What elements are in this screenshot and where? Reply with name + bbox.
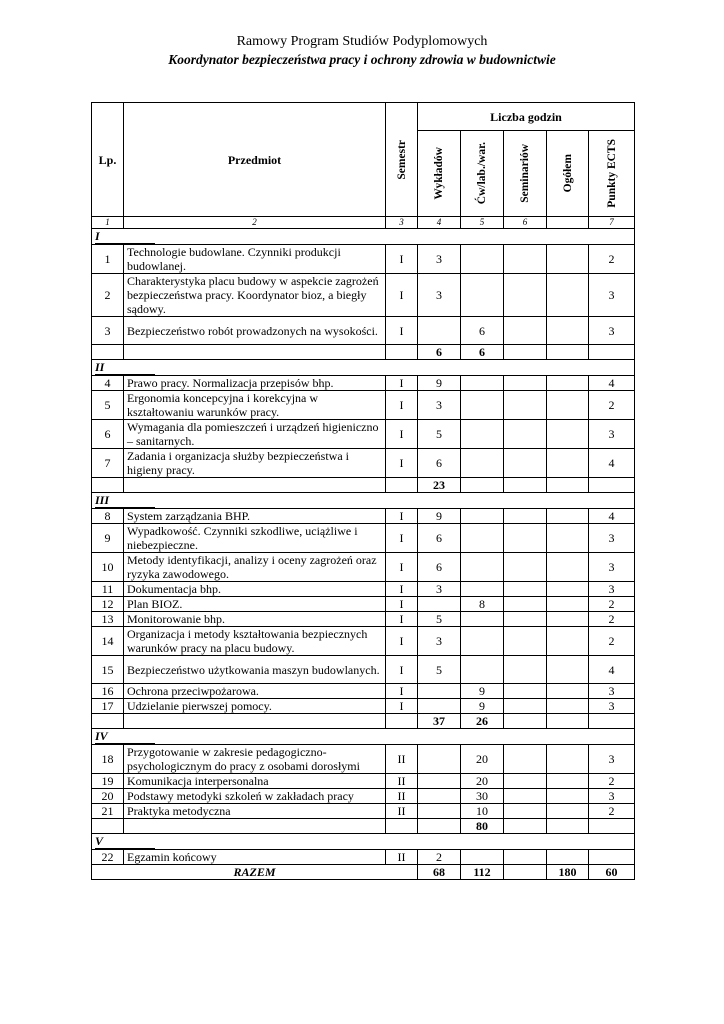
subtotal-blank: [386, 819, 418, 834]
row-total: [547, 524, 589, 553]
row-total: [547, 745, 589, 774]
row-seminars: [504, 391, 547, 420]
row-exercises: 9: [461, 684, 504, 699]
table-row: [92, 597, 635, 612]
row-total: [547, 699, 589, 714]
row-ects: 2: [589, 804, 635, 819]
row-subject: Zadania i organizacja służby bezpieczeństwa i higieny pracy.: [124, 449, 386, 478]
row-exercises: [461, 245, 504, 274]
row-lp: 8: [92, 509, 124, 524]
subtotal-blank: [504, 714, 547, 729]
row-exercises: 8: [461, 597, 504, 612]
row-ects: 2: [589, 597, 635, 612]
section-row: [92, 834, 635, 850]
row-exercises: [461, 627, 504, 656]
row-seminars: [504, 804, 547, 819]
row-subject: Komunikacja interpersonalna: [124, 774, 386, 789]
row-lectures: [418, 804, 461, 819]
section-row: [92, 729, 635, 745]
total-label: RAZEM: [92, 865, 418, 880]
row-exercises: 6: [461, 317, 504, 345]
row-lp: 2: [92, 274, 124, 317]
row-lectures: 3: [418, 582, 461, 597]
table-row: [92, 789, 635, 804]
table-row: [92, 317, 635, 345]
row-lp: 10: [92, 553, 124, 582]
row-semester: II: [386, 804, 418, 819]
subtotal-blank: [386, 345, 418, 360]
row-total: [547, 656, 589, 684]
subtotal-blank: [547, 478, 589, 493]
row-exercises: [461, 420, 504, 449]
row-subject: Udzielanie pierwszej pomocy.: [124, 699, 386, 714]
row-ects: 2: [589, 391, 635, 420]
row-exercises: [461, 656, 504, 684]
table-row: [92, 684, 635, 699]
total-row: [92, 865, 635, 880]
row-lectures: [418, 774, 461, 789]
row-lectures: [418, 789, 461, 804]
table-row: [92, 699, 635, 714]
total-total: 180: [547, 865, 589, 880]
column-number: 1: [92, 217, 124, 229]
row-lectures: 3: [418, 627, 461, 656]
row-seminars: [504, 553, 547, 582]
row-exercises: [461, 524, 504, 553]
row-total: [547, 850, 589, 865]
row-ects: 4: [589, 376, 635, 391]
row-seminars: [504, 597, 547, 612]
row-lp: 1: [92, 245, 124, 274]
row-total: [547, 553, 589, 582]
column-number: 6: [504, 217, 547, 229]
subtotal-blank: [504, 345, 547, 360]
row-exercises: 20: [461, 774, 504, 789]
row-ects: 4: [589, 656, 635, 684]
row-total: [547, 509, 589, 524]
row-lectures: 6: [418, 449, 461, 478]
row-lp: 21: [92, 804, 124, 819]
row-subject: Metody identyfikacji, analizy i oceny zagrożeń oraz ryzyka zawodowego.: [124, 553, 386, 582]
row-lectures: 2: [418, 850, 461, 865]
row-lectures: 3: [418, 245, 461, 274]
header-hours-group: Liczba godzin: [418, 103, 635, 131]
page-subtitle: Koordynator bezpieczeństwa pracy i ochrony zdrowia w budownictwie: [168, 52, 556, 67]
subtotal-blank: [124, 819, 386, 834]
row-total: [547, 597, 589, 612]
subtotal-exercises: [461, 478, 504, 493]
total-seminars: [504, 865, 547, 880]
row-seminars: [504, 376, 547, 391]
subtotal-row: [92, 478, 635, 493]
subtotal-blank: [589, 345, 635, 360]
table-row: [92, 553, 635, 582]
row-lp: 19: [92, 774, 124, 789]
row-semester: I: [386, 524, 418, 553]
row-lectures: 6: [418, 524, 461, 553]
row-total: [547, 612, 589, 627]
row-seminars: [504, 699, 547, 714]
row-lp: 13: [92, 612, 124, 627]
subtotal-lectures: 23: [418, 478, 461, 493]
row-semester: I: [386, 612, 418, 627]
row-ects: 3: [589, 274, 635, 317]
section-row: [92, 229, 635, 245]
row-lp: 11: [92, 582, 124, 597]
row-subject: Egzamin końcowy: [124, 850, 386, 865]
row-seminars: [504, 612, 547, 627]
row-lectures: [418, 317, 461, 345]
row-lp: 16: [92, 684, 124, 699]
subtotal-blank: [589, 478, 635, 493]
subtotal-blank: [124, 478, 386, 493]
row-lectures: 9: [418, 376, 461, 391]
row-ects: 3: [589, 789, 635, 804]
row-total: [547, 582, 589, 597]
table-row: [92, 582, 635, 597]
subtotal-blank: [589, 714, 635, 729]
table-row: [92, 449, 635, 478]
section-label: II: [95, 360, 155, 375]
row-seminars: [504, 582, 547, 597]
row-total: [547, 376, 589, 391]
row-total: [547, 684, 589, 699]
row-seminars: [504, 317, 547, 345]
row-semester: II: [386, 745, 418, 774]
subtotal-blank: [547, 819, 589, 834]
row-semester: I: [386, 509, 418, 524]
row-subject: Podstawy metodyki szkoleń w zakładach pracy: [124, 789, 386, 804]
row-total: [547, 789, 589, 804]
subtotal-blank: [92, 478, 124, 493]
row-ects: 2: [589, 774, 635, 789]
subtotal-exercises: 80: [461, 819, 504, 834]
subtotal-blank: [504, 819, 547, 834]
row-subject: Bezpieczeństwo robót prowadzonych na wysokości.: [124, 317, 386, 345]
row-lp: 6: [92, 420, 124, 449]
section-row: [92, 360, 635, 376]
row-seminars: [504, 774, 547, 789]
row-subject: Wypadkowość. Czynniki szkodliwe, uciążliwe i niebezpieczne.: [124, 524, 386, 553]
row-lectures: [418, 597, 461, 612]
subtotal-blank: [386, 714, 418, 729]
row-ects: 4: [589, 509, 635, 524]
row-ects: 3: [589, 317, 635, 345]
row-subject: Praktyka metodyczna: [124, 804, 386, 819]
subtotal-exercises: 26: [461, 714, 504, 729]
row-ects: 3: [589, 524, 635, 553]
row-lp: 5: [92, 391, 124, 420]
column-number: 7: [589, 217, 635, 229]
row-semester: I: [386, 699, 418, 714]
row-subject: Dokumentacja bhp.: [124, 582, 386, 597]
table-row: [92, 509, 635, 524]
row-ects: 2: [589, 627, 635, 656]
row-exercises: [461, 376, 504, 391]
subtotal-blank: [92, 345, 124, 360]
row-lp: 12: [92, 597, 124, 612]
header-total: Ogółem: [547, 131, 589, 217]
section-label-cell: [92, 229, 635, 245]
row-ects: 3: [589, 420, 635, 449]
header-lectures: Wykładów: [418, 131, 461, 217]
row-ects: 2: [589, 245, 635, 274]
row-lp: 18: [92, 745, 124, 774]
row-semester: I: [386, 684, 418, 699]
row-subject: Ergonomia koncepcyjna i korekcyjna w kształtowaniu warunków pracy.: [124, 391, 386, 420]
table-row: [92, 774, 635, 789]
row-lp: 15: [92, 656, 124, 684]
row-semester: I: [386, 553, 418, 582]
row-total: [547, 774, 589, 789]
subtotal-blank: [589, 819, 635, 834]
row-seminars: [504, 627, 547, 656]
total-exercises: 112: [461, 865, 504, 880]
row-subject: Bezpieczeństwo użytkowania maszyn budowlanych.: [124, 656, 386, 684]
row-subject: Prawo pracy. Normalizacja przepisów bhp.: [124, 376, 386, 391]
total-ects: 60: [589, 865, 635, 880]
row-ects: 3: [589, 553, 635, 582]
row-subject: Organizacja i metody kształtowania bezpiecznych warunków pracy na placu budowy.: [124, 627, 386, 656]
row-subject: System zarządzania BHP.: [124, 509, 386, 524]
row-seminars: [504, 524, 547, 553]
row-semester: I: [386, 245, 418, 274]
header-ects: Punkty ECTS: [589, 131, 635, 217]
page-title: Ramowy Program Studiów Podyplomowych: [236, 34, 488, 49]
row-lectures: 3: [418, 274, 461, 317]
row-semester: I: [386, 656, 418, 684]
row-semester: I: [386, 391, 418, 420]
row-lectures: 6: [418, 553, 461, 582]
row-exercises: 30: [461, 789, 504, 804]
row-exercises: 10: [461, 804, 504, 819]
section-row: [92, 493, 635, 509]
row-lp: 4: [92, 376, 124, 391]
row-subject: Technologie budowlane. Czynniki produkcji budowlanej.: [124, 245, 386, 274]
row-semester: II: [386, 774, 418, 789]
table-row: [92, 376, 635, 391]
row-semester: I: [386, 376, 418, 391]
row-lp: 3: [92, 317, 124, 345]
row-lectures: [418, 684, 461, 699]
section-label-cell: [92, 360, 635, 376]
row-seminars: [504, 745, 547, 774]
row-ects: [589, 850, 635, 865]
row-ects: 3: [589, 684, 635, 699]
section-label-cell: [92, 493, 635, 509]
header-semester: Semestr: [386, 103, 418, 217]
row-lectures: 3: [418, 391, 461, 420]
column-number: 5: [461, 217, 504, 229]
row-semester: I: [386, 420, 418, 449]
row-lp: 14: [92, 627, 124, 656]
header-seminars: Seminariów: [504, 131, 547, 217]
row-exercises: [461, 449, 504, 478]
subtotal-blank: [92, 714, 124, 729]
row-lp: 17: [92, 699, 124, 714]
table-row: [92, 627, 635, 656]
header-exercises: Ćw/lab./war.: [461, 131, 504, 217]
row-lectures: 5: [418, 420, 461, 449]
column-number: 2: [124, 217, 386, 229]
row-subject: Wymagania dla pomieszczeń i urządzeń higieniczno – sanitarnych.: [124, 420, 386, 449]
row-lectures: 5: [418, 612, 461, 627]
row-exercises: [461, 582, 504, 597]
row-ects: 4: [589, 449, 635, 478]
row-lp: 9: [92, 524, 124, 553]
column-number-row: [92, 217, 635, 229]
section-label: III: [95, 493, 155, 508]
row-ects: 3: [589, 745, 635, 774]
row-semester: I: [386, 274, 418, 317]
subtotal-blank: [386, 478, 418, 493]
subtotal-blank: [124, 345, 386, 360]
section-label-cell: [92, 729, 635, 745]
subtotal-blank: [504, 478, 547, 493]
program-table: [91, 102, 635, 880]
row-lectures: 5: [418, 656, 461, 684]
subtotal-lectures: 37: [418, 714, 461, 729]
table-row: [92, 656, 635, 684]
total-lectures: 68: [418, 865, 461, 880]
section-label: V: [95, 834, 155, 849]
row-exercises: [461, 612, 504, 627]
row-subject: Ochrona przeciwpożarowa.: [124, 684, 386, 699]
subtotal-exercises: 6: [461, 345, 504, 360]
row-subject: Charakterystyka placu budowy w aspekcie zagrożeń bezpieczeństwa pracy. Koordynator bioz, a biegły sądowy.: [124, 274, 386, 317]
column-number: 3: [386, 217, 418, 229]
header-subject: Przedmiot: [124, 103, 386, 217]
row-total: [547, 804, 589, 819]
row-total: [547, 274, 589, 317]
row-exercises: 20: [461, 745, 504, 774]
row-lectures: [418, 745, 461, 774]
row-exercises: [461, 509, 504, 524]
row-seminars: [504, 420, 547, 449]
table-row: [92, 524, 635, 553]
row-lectures: 9: [418, 509, 461, 524]
row-total: [547, 317, 589, 345]
subtotal-blank: [92, 819, 124, 834]
table-row: [92, 245, 635, 274]
table-row: [92, 850, 635, 865]
section-label: IV: [95, 729, 155, 744]
row-ects: 3: [589, 582, 635, 597]
row-subject: Plan BIOZ.: [124, 597, 386, 612]
row-subject: Monitorowanie bhp.: [124, 612, 386, 627]
row-exercises: [461, 553, 504, 582]
section-label-cell: [92, 834, 635, 850]
row-lp: 7: [92, 449, 124, 478]
table-row: [92, 804, 635, 819]
row-total: [547, 245, 589, 274]
row-semester: I: [386, 627, 418, 656]
row-seminars: [504, 789, 547, 804]
row-exercises: [461, 391, 504, 420]
row-semester: I: [386, 449, 418, 478]
row-semester: I: [386, 317, 418, 345]
row-exercises: [461, 274, 504, 317]
row-seminars: [504, 656, 547, 684]
section-label: I: [95, 229, 155, 244]
row-exercises: 9: [461, 699, 504, 714]
row-seminars: [504, 509, 547, 524]
row-seminars: [504, 850, 547, 865]
row-seminars: [504, 449, 547, 478]
row-semester: II: [386, 850, 418, 865]
subtotal-row: [92, 345, 635, 360]
table-row: [92, 274, 635, 317]
table-row: [92, 745, 635, 774]
header-lp: Lp.: [92, 103, 124, 217]
row-semester: I: [386, 597, 418, 612]
row-total: [547, 391, 589, 420]
table-row: [92, 391, 635, 420]
row-total: [547, 449, 589, 478]
row-total: [547, 627, 589, 656]
column-number: [547, 217, 589, 229]
row-semester: II: [386, 789, 418, 804]
row-total: [547, 420, 589, 449]
row-lp: 22: [92, 850, 124, 865]
table-row: [92, 612, 635, 627]
row-semester: I: [386, 582, 418, 597]
row-seminars: [504, 684, 547, 699]
subtotal-blank: [547, 714, 589, 729]
subtotal-row: [92, 714, 635, 729]
row-exercises: [461, 850, 504, 865]
subtotal-row: [92, 819, 635, 834]
row-lp: 20: [92, 789, 124, 804]
subtotal-blank: [124, 714, 386, 729]
row-lectures: [418, 699, 461, 714]
row-seminars: [504, 245, 547, 274]
row-ects: 2: [589, 612, 635, 627]
row-ects: 3: [589, 699, 635, 714]
row-subject: Przygotowanie w zakresie pedagogiczno-psychologicznym do pracy z osobami dorosłymi: [124, 745, 386, 774]
subtotal-lectures: [418, 819, 461, 834]
subtotal-blank: [547, 345, 589, 360]
table-row: [92, 420, 635, 449]
row-seminars: [504, 274, 547, 317]
column-number: 4: [418, 217, 461, 229]
subtotal-lectures: 6: [418, 345, 461, 360]
